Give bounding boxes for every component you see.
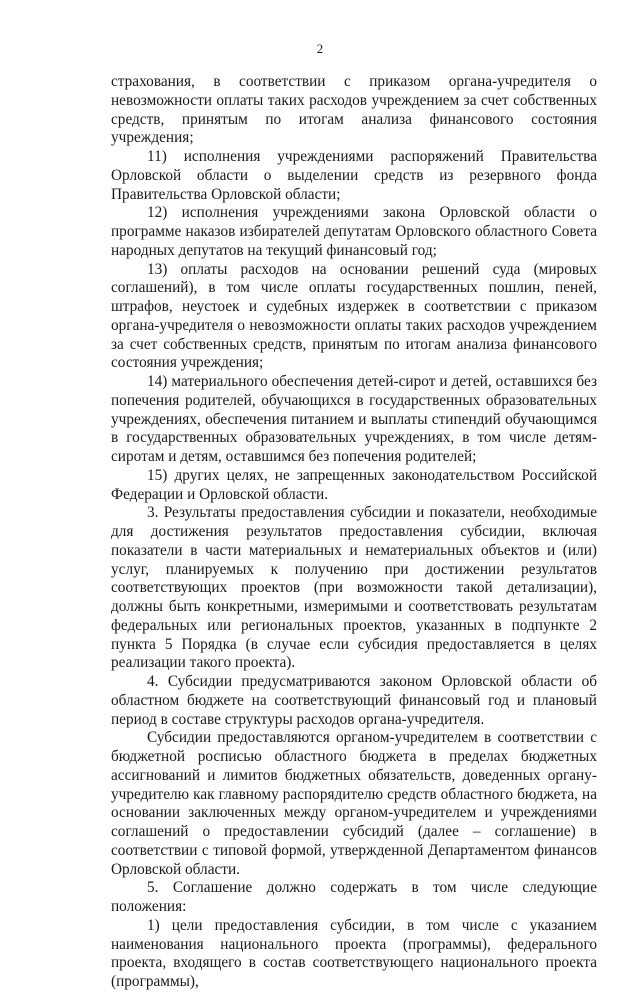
paragraph: 11) исполнения учреждениями распоряжений Правительства Орловской области о выделении средств из резервного фонда Правительства Орловской области;	[111, 148, 597, 203]
paragraph: Субсидии предоставляются органом-учредителем в соответствии с бюджетной росписью областного бюджета в пределах бюджетных ассигнований и лимитов бюджетных обязательств, доведенных органу-учредителю как главному распорядителю средств областного бюджета, на основании заключенных между органом-учредителем и учреждениями соглашений о предоставлении субсидий (далее – соглашение) в соответствии с типовой формой, утвержденной Департаментом финансов Орловской области.	[111, 729, 597, 878]
paragraph: 1) цели предоставления субсидии, в том числе с указанием наименования национального проекта (программы), федерального проекта, входящего в состав соответствующего национального проекта (программы),	[111, 916, 597, 990]
paragraph: 14) материального обеспечения детей-сирот и детей, оставшихся без попечения родителей, обучающихся в государственных образовательных учреждениях, обеспечения питанием и выплаты стипендий обучающимся в государственных образовательных учреждениях, в том числе детям-сиротам и детям, оставшимся без попечения родителей;	[111, 373, 597, 465]
paragraph: страхования, в соответствии с приказом органа-учредителя о невозможности оплаты таких расходов учреждением за счет собственных средств, принятым по итогам анализа финансового состояния учреждения;	[111, 73, 597, 147]
page-number: 2	[316, 41, 324, 56]
paragraph: 13) оплаты расходов на основании решений суда (мировых соглашений), в том числе оплаты государственных пошлин, пеней, штрафов, неустоек и судебных издержек в соответствии с приказом органа-учредителя о невозможности оплаты таких расходов учреждением за счет собственных средств, принятым по итогам анализа финансового состояния учреждения;	[111, 260, 597, 372]
paragraph: 12) исполнения учреждениями закона Орловской области о программе наказов избирателей депутатам Орловского областного Совета народных депутатов на текущий финансовый год;	[111, 204, 597, 259]
paragraph: 5. Соглашение должно содержать в том числе следующие положения:	[111, 879, 597, 915]
paragraph: 3. Результаты предоставления субсидии и показатели, необходимые для достижения результатов предоставления субсидии, включая показатели в части материальных и нематериальных объектов и (или) услуг, планируемых к получению при достижении результатов соответствующих проектов (при возможности такой детализации), должны быть конкретными, измеримыми и соответствовать результатам федеральных или региональных проектов, указанных в подпункте 2 пункта 5 Порядка (в случае если субсидия предоставляется в целях реализации такого проекта).	[111, 504, 597, 672]
paragraph: 4. Субсидии предусматриваются законом Орловской области об областном бюджете на соответствующий финансовый год и плановый период в составе структуры расходов органа-учредителя.	[111, 673, 597, 728]
document-body	[111, 73, 597, 992]
paragraph: 15) других целях, не запрещенных законодательством Российской Федерации и Орловской области.	[111, 466, 597, 503]
